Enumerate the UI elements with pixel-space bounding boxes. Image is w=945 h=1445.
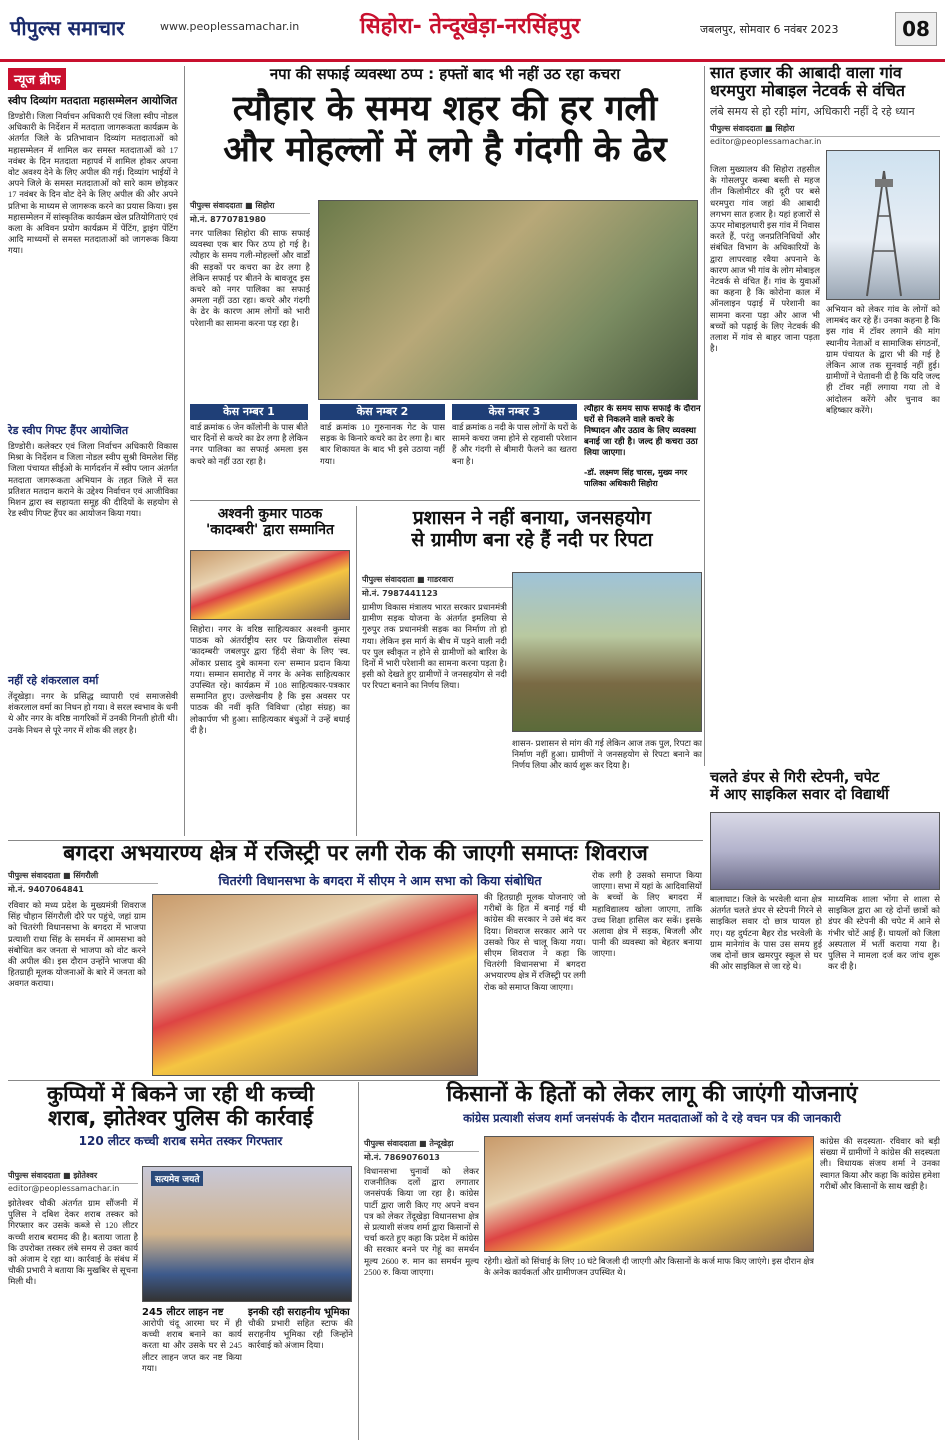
liquor-caption-2 (248, 1304, 353, 1436)
column-divider (358, 1082, 359, 1440)
shivraj-headline: बगदरा अभयारण्य क्षेत्र में रजिस्ट्री पर लगी रोक की जाएगी समाप्तः शिवराज (63, 841, 648, 866)
rally-photo (152, 894, 478, 1076)
farmers-subhead: कांग्रेस प्रत्याशी संजय शर्मा जनसंपर्क के दौरान मतदाताओं को दे रहे वचन पत्र की जानकारी (463, 1111, 841, 1126)
farmers-body-2: कांग्रेस की सदस्यता- रविवार को बड़ी संख्या में ग्रामीणों ने कांग्रेस की सदस्यता ली। विधायक संजय शर्मा ने उनका स्वागत किया और कहा कि कांग्रेस हमेशा गरीबों और किसानों के साथ खड़ी है। (820, 1136, 940, 1191)
case-1 (190, 404, 308, 512)
brief-item1-title: स्वीप दिव्यांग मतदाता महासम्मेलन आयोजित (8, 95, 178, 107)
shivraj-body: रविवार को मध्य प्रदेश के मुख्यमंत्री शिवराज सिंह चौहान सिंगरौली दौरे पर पहुंचे, जहां ग्राम को चितरंगी विधानसभा के बगदरा में भाजपा प्रत्याशी राधा सिंह के समर्थन में आमसभा को संबोधित कर जनता से भाजपा को वोट करने की अपील की। इस दौरान उन्होंने भाजपा की हितग्राही मूलक योजनाओं के बारे में जनता को अवगत कराया। (8, 900, 146, 989)
liquor-body: झोतेश्वर चौकी अंतर्गत ग्राम सौंजनी में पुलिस ने दबिश देकर शराब तस्कर को गिरफ्तार कर उसके कब्जे से 120 लीटर कच्ची शराब बरामद की है। बताया जाता है कि उपरोक्त तस्कर लंबे समय से उक्त कार्य को अंजाम दे रहा था। कार्रवाई के संबंध में चौकी प्रभारी ने बताया कि मुखबिर से सूचना मिली थी। (8, 1198, 138, 1287)
kadambari-headline: अश्वनी कुमार पाठक 'कादम्बरी' द्वारा सम्मानित (205, 506, 335, 539)
village-subhead: लंबे समय से हो रही मांग, अधिकारी नहीं दे रहे ध्यान (710, 104, 915, 118)
column-divider (184, 66, 185, 836)
case-2-label: केस नम्बर 2 (320, 404, 445, 420)
brief-item1-text: डिण्डोरी। जिला निर्वाचन अधिकारी एवं जिला स्वीप नोडल अधिकारी के निर्देशन में मतदाता जागरूकता कार्यक्रम के अंतर्गत जिले के प्रतिभावान दिव्यांग मतदाताओं को महासम्मेलन में शामिल कर समस्त मतदाताओं को 17 नवंबर के दिन मतदाता महापर्व में शामिल होकर अपना वोट अवश्य देने के लिए अपील की गई। दिव्यांग भाईयों ने अपने जिले के समस्त मतदाताओं को सारे काम छोड़कर 17 नवंबर के दिन वोट देने के लिए अपील की और अपने प्रतिभा के माध्यम से जागरूक करने का प्रयास किया। इस महासम्मेलन में सांस्कृतिक कार्यक्रम खेल प्रतियोगिताएं एवं कला के अविवन प्रयोग कार्यक्रम में पेंटिंग, ड्राइंग पेंटिंग आदि माध्यमों से समस्त मतदाताओं को जागरूक किया गया। (8, 111, 178, 256)
lead-quote-by: -डॉ. लक्ष्मण सिंह चारस, मुख्य नगर पालिका अधिकारी सिहोरा (584, 468, 688, 488)
lead-headline-line1: त्यौहार के समय शहर की हर गली (232, 89, 658, 130)
lead-kicker: नपा की सफाई व्यवस्था ठप्प : हफ्तों बाद भी नहीं उठ रहा कचरा (269, 65, 621, 83)
shivraj-byline-block (8, 870, 158, 897)
ripta-headline-line1: प्रशासन ने नहीं बनाया, जनसहयोग (412, 507, 652, 529)
column-divider (356, 506, 357, 836)
village-body: जिला मुख्यालय की सिहोरा तहसील के गोसलपुर कस्बा बस्ती से महज तीन किलोमीटर की दूरी पर बसे धरमपुरा गांव जहां की आबादी लगभग सात हजार है। यहां हजारों से ऊपर मोबाइलधारी इस गांव में निवास करते हैं, परंतु जनप्रतिनिधियों और संबंधित विभाग के अधिकारियों के द्वारा लापरवाह रवैया अपनाने के कारण आज भी गांव के लोग मोबाइल नेटवर्क से वंचित हैं। गांव के युवाओं का कहना है कि कोरोना काल में ऑनलाइन पढ़ाई में परेशानी का सामना करना पड़ा और आज भी बच्चों को पढ़ाई के लिए नेटवर्क की तलाश में गांव से बाहर जाना पड़ता है। (710, 164, 820, 354)
section-divider (190, 500, 700, 501)
lead-mobile: मो.नं. 8770781980 (190, 215, 266, 224)
campaign-photo (484, 1136, 814, 1252)
dumper-headline-line1: चलते डंपर से गिरी स्टेपनी, चपेट (710, 770, 880, 786)
mobile-tower-photo (826, 150, 940, 300)
column-divider (704, 66, 705, 766)
ripta-headline-block (362, 508, 702, 552)
shivraj-byline: पीपुल्स संवाददाता ■ सिंगरौली (8, 870, 158, 884)
dumper-body-2: माध्यमिक शाला भोंगा से शाला से साइकिल द्वारा आ रहे दोनों छात्रों को डंपर की स्टेपनी की चपेट में आने से गंभीर चोटें आई हैं। घायलों को जिला अस्पताल में भर्ती कराया गया है। पुलिस ने मामला दर्ज कर जांच शुरू कर दी है। (828, 894, 940, 972)
ripta-caption: शासन- प्रशासन से मांग की गई लेकिन आज तक पुल, रिपटा का निर्माण नहीं हुआ। ग्रामीणों ने जनसहयोग से रिपटा बनाने का निर्णय लिया और कार्य शुरू कर दिया है। (512, 738, 702, 771)
liquor-byline: पीपुल्स संवाददाता ■ झोतेश्वर (8, 1170, 138, 1184)
liquor-caption-1 (142, 1304, 242, 1436)
award-photo (190, 550, 350, 620)
lead-headline-line2: और मोहल्लों में लगे है गंदगी के ढेर (223, 129, 667, 170)
police-photo (142, 1166, 352, 1302)
dumper-headline-block (710, 770, 940, 803)
case-3 (452, 404, 577, 512)
shivraj-subhead: चितरंगी विधानसभा के बगदरा में सीएम ने आम सभा को किया संबोधित (218, 873, 542, 888)
brief-item3-text: तेंदूखेड़ा। नगर के प्रसिद्ध व्यापारी एवं समाजसेवी शंकरलाल वर्मा का निधन हो गया। वे सरल स्वभाव के धनी थे और नगर के वरिष्ठ नागरिकों में उनकी गिनती होती थी। उनके निधन से पूरे नगर में शोक की लहर है। (8, 691, 178, 735)
liquor-caption-2-title: इनकी रही सराहनीय भूमिका (248, 1307, 350, 1318)
liquor-byline-block (8, 1170, 138, 1195)
shivraj-headline-block (8, 842, 703, 867)
farmers-mobile: मो.नं. 7869076013 (364, 1153, 440, 1162)
kadambari-body: सिहोरा। नगर के वरिष्ठ साहित्यकार अश्वनी कुमार पाठक को अंतर्राष्ट्रीय स्तर पर क्रियाशील संस्था 'कादम्बरी' जबलपुर द्वारा 'हिंदी सेवा' के लिए 'स्व. ओंकार प्रसाद दुबे कामना रत्न' सम्मान प्रदान किया गया। सम्मान समारोह में नगर के अनेक साहित्यकार उपस्थित रहे। कार्यक्रम में 108 साहित्यकार-पत्रकार सम्मानित हुए। उल्लेखनीय है कि इस अवसर पर पाठक की नवीं कृति 'विविधा' (दोहा संग्रह) का लोकार्पण भी हुआ। साहित्यकार बंधुओं ने उन्हें बधाई दी है। (190, 624, 350, 735)
lead-byline: पीपुल्स संवाददाता ■ सिहोरा (190, 200, 310, 214)
village-email[interactable]: editor@peoplessamachar.in (710, 136, 822, 146)
brief-item2-text: डिण्डोरी। कलेक्टर एवं जिला निर्वाचन अधिकारी विकास मिश्रा के निर्देशन व जिला नोडल स्वीप सुश्री विमलेश सिंह जिला पंचायत सीईओ के मार्गदर्शन में स्वीप प्लान अंतर्गत मतदाता जागरूकता अभियान के तहत जिले में सत प्रतिशत मतदान कराने के उद्देश्य निर्वाचन एवं आजीविका मिशन द्वारा स्व सहायता समूह की दीदियों के सहयोग से रेड स्वीप गिफ्ट हैंपर का आयोजन किया गया। (8, 441, 178, 519)
shivraj-body-3: रोक लगी है उसको समाप्त किया जाएगा। सभा में यहां के आदिवासियों के बच्चों के लिए बगदरा में महाविद्यालय खोला जाएगा, ताकि उच्च शिक्षा हासिल कर सकें। इसके अलावा क्षेत्र में सड़क, बिजली और पानी की व्यवस्था को बेहतर बनाया जाएगा। (592, 870, 702, 959)
river-photo (512, 572, 702, 732)
dumper-body: बालाघाट। जिले के भरवेली थाना क्षेत्र अंतर्गत चलते डंपर से स्टेपनी गिरने से साइकिल सवार दो छात्र घायल हो गए। यह दुर्घटना बैहर रोड भरवेली के ग्राम मानेगांव के पास उस समय हुई जब दोनों छात्र खमरपुर स्कूल से घर की ओर साइकिल से जा रहे थे। (710, 894, 822, 972)
ripta-headline-line2: से ग्रामीण बना रहे हैं नदी पर रिपटा (411, 528, 653, 551)
kadambari-headline-block (190, 506, 350, 538)
case-1-text: वार्ड क्रमांक 6 जेन कॉलोनी के पास बीते चार दिनों से कचरे का ढेर लगा है लेकिन नगर पालिका का सफाई अमला इस कचरे को नहीं उठा रहा है। (190, 422, 308, 466)
hospital-photo (710, 812, 940, 890)
ripta-body: ग्रामीण विकास मंत्रालय भारत सरकार प्रधानमंत्री ग्रामीण सड़क योजना के अंतर्गत इमलिया से गुरुपुर तक प्रधानमंत्री सड़क का निर्माण तो हो गया। लेकिन इस मार्ग के बीच में पड़ने वाली नदी पर पुल स्वीकृत न होने से ग्रामीणों को बारिश के दिनों में भारी परेशानी का सामना करना पड़ता है। इसी को देखते हुए ग्रामीणों ने जनसहयोग से नदी पर रिपटा बनाने का निर्णय लिया। (362, 602, 507, 691)
dumper-headline-line2: में आए साइकिल सवार दो विद्यार्थी (710, 786, 889, 803)
newspaper-logo[interactable]: पीपुल्स समाचार (10, 16, 125, 40)
farmers-byline-block (364, 1138, 479, 1165)
liquor-email[interactable]: editor@peoplessamachar.in (8, 1184, 120, 1193)
ripta-byline-block (362, 574, 512, 601)
tower-icon (827, 151, 941, 301)
village-byline: पीपुल्स संवाददाता ■ सिहोरा (710, 123, 940, 137)
village-headline-line1: सात हजार की आबादी वाला गांव (710, 63, 902, 82)
liquor-headline-block (8, 1082, 353, 1149)
police-station-sign: सत्यमेव जयते (151, 1171, 203, 1186)
brief-item3-title: नहीं रहे शंकरलाल वर्मा (8, 674, 99, 687)
masthead (0, 0, 945, 62)
liquor-caption-1-text: आरोपी चंदू आरमा घर में ही कच्ची शराब बनाने का कार्य करता था और उसके घर से 245 लीटर लाहन जप्त कर नष्ट किया गया। (142, 1318, 242, 1373)
news-brief-column (8, 68, 178, 838)
case-3-label: केस नम्बर 3 (452, 404, 577, 420)
case-3-text: वार्ड क्रमांक 8 नदी के पास लोगों के घरों के सामने कचरा जमा होने से रहवासी परेशान हैं और गंदगी से बीमारी फैलने का खतरा बना है। (452, 422, 577, 466)
village-body-2: अभियान को लेकर गांव के लोगों को लामबंद कर रहे हैं। उनका कहना है कि इस गांव में टॉवर लगाने की मांग स्थानीय नेताओं व सामाजिक संगठनों, ग्राम पंचायत के द्वारा भी की गई है लेकिन आज तक सुनवाई नहीं हुई। ग्रामीणों ने चेतावनी दी है कि यदि जल्द ही टॉवर नहीं लगाया गया तो वे आंदोलन करेंगे और चुनाव का बहिष्कार करेंगे। (826, 304, 940, 415)
liquor-caption-1-title: 245 लीटर लाहन नष्ट (142, 1307, 224, 1318)
ripta-mobile: मो.नं. 7987441123 (362, 589, 438, 598)
edition-title: सिहोरा- तेन्दूखेड़ा-नरसिंहपुर (360, 14, 581, 39)
garbage-photo (318, 200, 698, 400)
lead-headline-block (190, 66, 700, 206)
farmers-caption: रहेगी। खेतों को सिंचाई के लिए 10 घंटे बिजली दी जाएगी और किसानों के कर्ज माफ किए जाएंगे। इस दौरान क्षेत्र के अनेक कार्यकर्ता और ग्रामीणजन उपस्थित थे। (484, 1256, 814, 1278)
lead-quote-block (584, 404, 702, 489)
village-headline-line2: धरमपुरा मोबाइल नेटवर्क से वंचित (710, 81, 905, 101)
case-2-text: वार्ड क्रमांक 10 गुरुनानक गेट के पास सड़क के किनारे कचरे का ढेर लगा है। बार बार शिकायत के बाद भी इसे उठाया नहीं गया। (320, 422, 445, 466)
farmers-byline: पीपुल्स संवाददाता ■ तेन्दूखेड़ा (364, 1138, 479, 1152)
case-1-label: केस नम्बर 1 (190, 404, 308, 420)
farmers-body: विधानसभा चुनावों को लेकर राजनीतिक दलों द्वारा लगातार जनसंपर्क किया जा रहा है। कांग्रेस पार्टी द्वारा जारी किए गए अपने वचन पत्र को लेकर तेंदूखेड़ा विधानसभा क्षेत्र से प्रत्याशी संजय शर्मा द्वारा किसानों से चर्चा करते हुए कहा कि प्रदेश में कांग्रेस की सरकार बनने पर गेहूं का समर्थन मूल्य 2600 रु. मान का समर्थन मूल्य 2500 रु. किया जाएगा। (364, 1166, 479, 1277)
news-brief-tag: न्यूज ब्रीफ (8, 68, 66, 90)
section-divider (8, 1080, 940, 1081)
site-url[interactable]: www.peoplessamachar.in (160, 20, 300, 33)
liquor-subhead: 120 लीटर कच्ची शराब समेत तस्कर गिरफ्तार (78, 1134, 283, 1149)
lead-body: नगर पालिका सिहोरा की साफ सफाई व्यवस्था एक बार फिर ठप्प हो गई है। त्यौहार के समय गली-मोहल्लों और वार्डों की सड़कों पर कचरा का ढेर लगा है लेकिन सफाई पर बीतने के बावजूद इस कचरे को नगर पालिका का सफाई अमला नहीं उठा रहा। कचरे और गंदगी के ढेर के कारण आम लोगों को भारी परेशानी का सामना करना पड़ रहा है। (190, 228, 310, 328)
brief-item2-title: रेड स्वीप गिफ्ट हैंपर आयोजित (8, 424, 129, 437)
shivraj-body-2: की हितग्राही मूलक योजनाएं जो गरीबों के हित में बनाई गई थी कांग्रेस की सरकार ने उसे बंद कर दिया। शिवराज सरकार आने पर उसको फिर से चालू किया गया। सीएम शिवराज ने कहा कि चितरंगी विधानसभा में बगदरा अभयारण्य क्षेत्र में रजिस्ट्री पर लगी रोक को समाप्त किया जाएगा। (484, 892, 586, 992)
liquor-headline-line2: शराब, झोतेश्वर पुलिस की कार्रवाई (48, 1106, 313, 1131)
case-2 (320, 404, 445, 512)
village-headline-block (710, 64, 940, 148)
ripta-byline: पीपुल्स संवाददाता ■ गाडरवारा (362, 574, 512, 588)
farmers-headline: किसानों के हितों को लेकर लागू की जाएंगी योजनाएं (446, 1082, 858, 1107)
lead-quote: त्यौहार के समय साफ सफाई के दौरान घरों से निकलने वाले कचरे के निष्पादन और उठाव के लिए व्यवस्था बनाई जा रही है। जल्द ही कचरा उठा लिया जाएगा। (584, 404, 701, 458)
dateline: जबलपुर, सोमवार 6 नवंबर 2023 (700, 23, 839, 36)
farmers-headline-block (364, 1082, 940, 1126)
liquor-headline-line1: कुप्पियों में बिकने जा रही थी कच्ची (46, 1082, 315, 1106)
shivraj-mobile: मो.नं. 9407064841 (8, 885, 84, 894)
lead-byline-block (190, 200, 310, 227)
page-number: 08 (895, 12, 937, 46)
liquor-caption-2-text: चौकी प्रभारी सहित स्टाफ की सराहनीय भूमिका रही जिन्होंने कार्रवाई को अंजाम दिया। (248, 1318, 353, 1351)
